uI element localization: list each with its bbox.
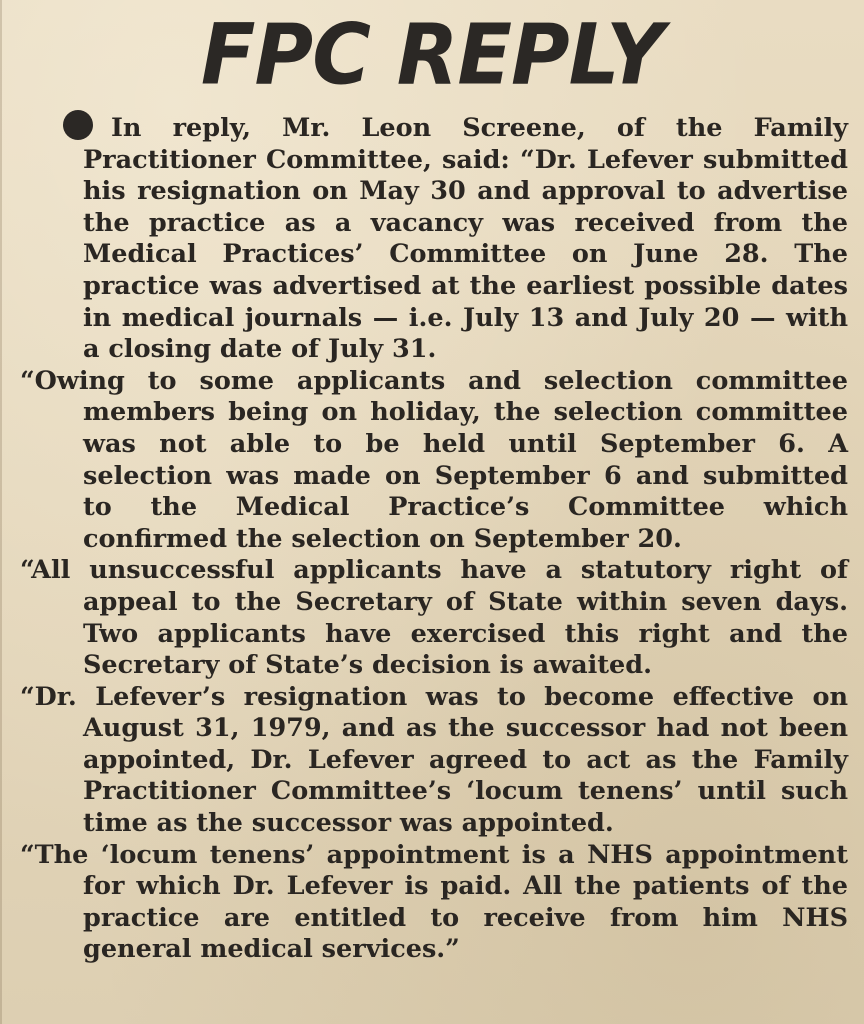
paragraph-2: “Owing to some applicants and selection committee members being on holiday, the selection committee was not able to be held until September 6. A selection was made on September 6 and submitted to the Medical Practice’s Committee which confirmed the selection on September 20. [20, 365, 848, 554]
paragraph-1-text: In reply, Mr. Leon Screene, of the Family Practitioner Committee, said: “Dr. Lefever submitted his resignation on May 30 and approval to advertise the practice as a vacancy was received from the Medical Practices’ Committee on June 28. The practice was advertised at the earliest possible dates in medical journals — i.e. July 13 and July 20 — with a closing date of July 31. [83, 113, 848, 365]
paragraph-1 [20, 110, 848, 366]
headline: FPC REPLY [200, 5, 664, 104]
clipping-edge [0, 0, 2, 1024]
article-body [20, 110, 848, 966]
paragraph-5: “The ‘locum tenens’ appointment is a NHS appointment for which Dr. Lefever is paid. All the patients of the practice are entitled to receive from him NHS general medical services.” [20, 839, 848, 965]
paragraph-3: “All unsuccessful applicants have a statutory right of appeal to the Secretary of State within seven days. Two applicants have exercised this right and the Secretary of State’s decision is awaited. [20, 555, 848, 681]
paragraph-4: “Dr. Lefever’s resignation was to become effective on August 31, 1979, and as the successor had not been appointed, Dr. Lefever agreed to act as the Family Practitioner Committee’s ‘locum tenens’ until such time as the successor was appointed. [20, 681, 848, 839]
bullet-icon [63, 110, 93, 140]
